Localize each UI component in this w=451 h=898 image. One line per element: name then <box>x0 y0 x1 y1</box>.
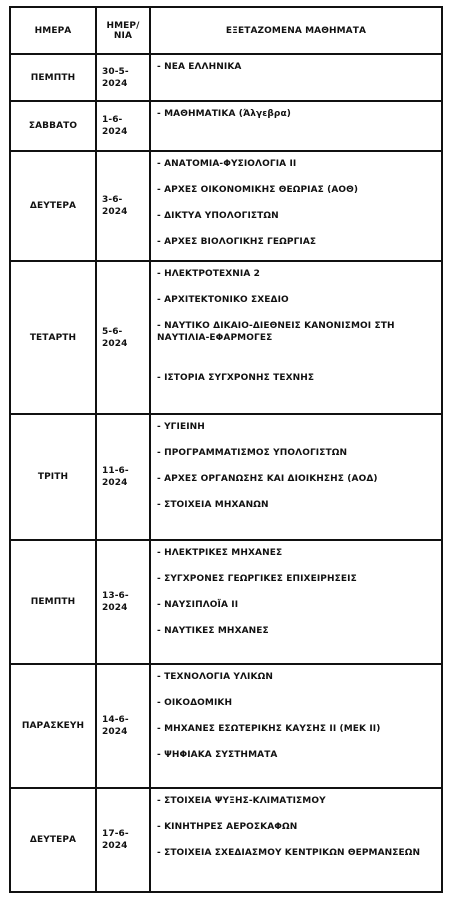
subjects-cell <box>150 101 442 151</box>
subject-item: - ΑΡΧΕΣ ΒΙΟΛΟΓΙΚΗΣ ΓΕΩΡΓΙΑΣ <box>157 237 317 247</box>
header-date-line2: ΝΙΑ <box>113 30 133 41</box>
subjects-cell <box>150 414 442 540</box>
subject-item: - ΣΤΟΙΧΕΙΑ ΣΧΕΔΙΑΣΜΟΥ ΚΕΝΤΡΙΚΩΝ ΘΕΡΜΑΝΣΕΩΝ <box>157 848 421 858</box>
header-day: ΗΜΕΡΑ <box>10 7 96 54</box>
subjects-cell <box>150 54 442 101</box>
subjects-cell <box>150 151 442 261</box>
date-part: 30-5- <box>102 66 129 77</box>
date-part: 2024 <box>102 727 128 737</box>
header-date-line1: ΗΜΕΡ/ <box>106 20 140 31</box>
table-row <box>10 261 442 414</box>
subject-item: - ΥΓΙΕΙΝΗ <box>157 422 205 432</box>
date-cell <box>96 261 150 414</box>
subject-item: - ΑΝΑΤΟΜΙΑ-ΦΥΣΙΟΛΟΓΙΑ ΙΙ <box>157 159 297 169</box>
subjects-cell <box>150 788 442 892</box>
table-row <box>10 101 442 151</box>
day-cell: ΠΑΡΑΣΚΕΥΗ <box>10 664 96 788</box>
date-cell <box>96 664 150 788</box>
subject-item: - ΜΑΘΗΜΑΤΙΚΑ (Άλγεβρα) <box>157 109 291 119</box>
subject-item: - ΣΥΓΧΡΟΝΕΣ ΓΕΩΡΓΙΚΕΣ ΕΠΙΧΕΙΡΗΣΕΙΣ <box>157 574 357 584</box>
table-row <box>10 414 442 540</box>
subject-item: - ΝΑΥΤΙΚΟ ΔΙΚΑΙΟ-ΔΙΕΘΝΕΙΣ ΚΑΝΟΝΙΣΜΟΙ ΣΤΗ ΝΑΥΤΙΛΙΑ-ΕΦΑΡΜΟΓΕΣ <box>157 321 395 343</box>
subject-item: - ΑΡΧΕΣ ΟΙΚΟΝΟΜΙΚΗΣ ΘΕΩΡΙΑΣ (ΑΟΘ) <box>157 185 359 195</box>
date-part: 2024 <box>102 338 128 349</box>
date-part: 2024 <box>102 603 128 613</box>
date-part: 2024 <box>102 207 128 217</box>
day-cell: ΔΕΥΤΕΡΑ <box>10 788 96 892</box>
table-row <box>10 664 442 788</box>
subject-item: - ΚΙΝΗΤΗΡΕΣ ΑΕΡΟΣΚΑΦΩΝ <box>157 822 298 832</box>
header-date <box>96 7 150 54</box>
date-part: 5-6- <box>102 326 123 337</box>
date-part: 11-6- <box>102 466 129 476</box>
subject-item: - ΑΡΧΙΤΕΚΤΟΝΙΚΟ ΣΧΕΔΙΟ <box>157 295 289 305</box>
subject-item: - ΜΗΧΑΝΕΣ ΕΣΩΤΕΡΙΚΗΣ ΚΑΥΣΗΣ ΙΙ (ΜΕΚ ΙΙ) <box>157 724 381 734</box>
subject-item: - ΝΑΥΣΙΠΛΟΪΑ ΙΙ <box>157 600 239 610</box>
day-cell: ΠΕΜΠΤΗ <box>10 540 96 664</box>
table-row <box>10 54 442 101</box>
table-row <box>10 788 442 892</box>
subjects-cell <box>150 261 442 414</box>
subject-item: - ΠΡΟΓΡΑΜΜΑΤΙΣΜΟΣ ΥΠΟΛΟΓΙΣΤΩΝ <box>157 448 348 458</box>
date-part: 2024 <box>102 78 128 89</box>
date-part: 17-6- <box>102 829 129 839</box>
subject-item: - ΔΙΚΤΥΑ ΥΠΟΛΟΓΙΣΤΩΝ <box>157 211 279 221</box>
header-subjects: ΕΞΕΤΑΖΟΜΕΝΑ ΜΑΘΗΜΑΤΑ <box>150 7 442 54</box>
subject-item: - ΣΤΟΙΧΕΙΑ ΨΥΞΗΣ-ΚΛΙΜΑΤΙΣΜΟΥ <box>157 796 326 806</box>
subject-spacer <box>157 358 437 372</box>
subject-item: - ΟΙΚΟΔΟΜΙΚΗ <box>157 698 233 708</box>
date-part: 13-6- <box>102 591 129 601</box>
date-part: 2024 <box>102 841 128 851</box>
date-cell <box>96 540 150 664</box>
subject-item: - ΝΕΑ ΕΛΛΗΝΙΚΑ <box>157 62 242 72</box>
date-part: 2024 <box>102 127 128 137</box>
date-cell <box>96 414 150 540</box>
date-cell <box>96 151 150 261</box>
date-part: 2024 <box>102 478 128 488</box>
subject-item: - ΑΡΧΕΣ ΟΡΓΑΝΩΣΗΣ ΚΑΙ ΔΙΟΙΚΗΣΗΣ (ΑΟΔ) <box>157 474 378 484</box>
date-part: 14-6- <box>102 715 129 725</box>
subjects-cell <box>150 664 442 788</box>
subject-item: - ΨΗΦΙΑΚΑ ΣΥΣΤΗΜΑΤΑ <box>157 750 278 760</box>
header-row <box>10 7 442 54</box>
table-row <box>10 151 442 261</box>
day-cell: ΤΡΙΤΗ <box>10 414 96 540</box>
date-part: 1-6- <box>102 115 123 125</box>
subject-item: - ΗΛΕΚΤΡΙΚΕΣ ΜΗΧΑΝΕΣ <box>157 548 283 558</box>
date-cell <box>96 101 150 151</box>
subjects-cell <box>150 540 442 664</box>
date-part: 3-6- <box>102 195 123 205</box>
subject-item: - ΗΛΕΚΤΡΟΤΕΧΝΙΑ 2 <box>157 269 261 279</box>
subject-item: - ΝΑΥΤΙΚΕΣ ΜΗΧΑΝΕΣ <box>157 626 269 636</box>
subject-item: - ΙΣΤΟΡΙΑ ΣΥΓΧΡΟΝΗΣ ΤΕΧΝΗΣ <box>157 373 315 383</box>
day-cell: ΠΕΜΠΤΗ <box>10 54 96 101</box>
date-cell <box>96 788 150 892</box>
table-row <box>10 540 442 664</box>
subject-item: - ΤΕΧΝΟΛΟΓΙΑ ΥΛΙΚΩΝ <box>157 672 273 682</box>
date-cell <box>96 54 150 101</box>
day-cell: ΣΑΒΒΑΤΟ <box>10 101 96 151</box>
exam-schedule-table <box>9 6 443 893</box>
day-cell: ΔΕΥΤΕΡΑ <box>10 151 96 261</box>
day-cell: ΤΕΤΑΡΤΗ <box>10 261 96 414</box>
subject-item: - ΣΤΟΙΧΕΙΑ ΜΗΧΑΝΩΝ <box>157 500 269 510</box>
